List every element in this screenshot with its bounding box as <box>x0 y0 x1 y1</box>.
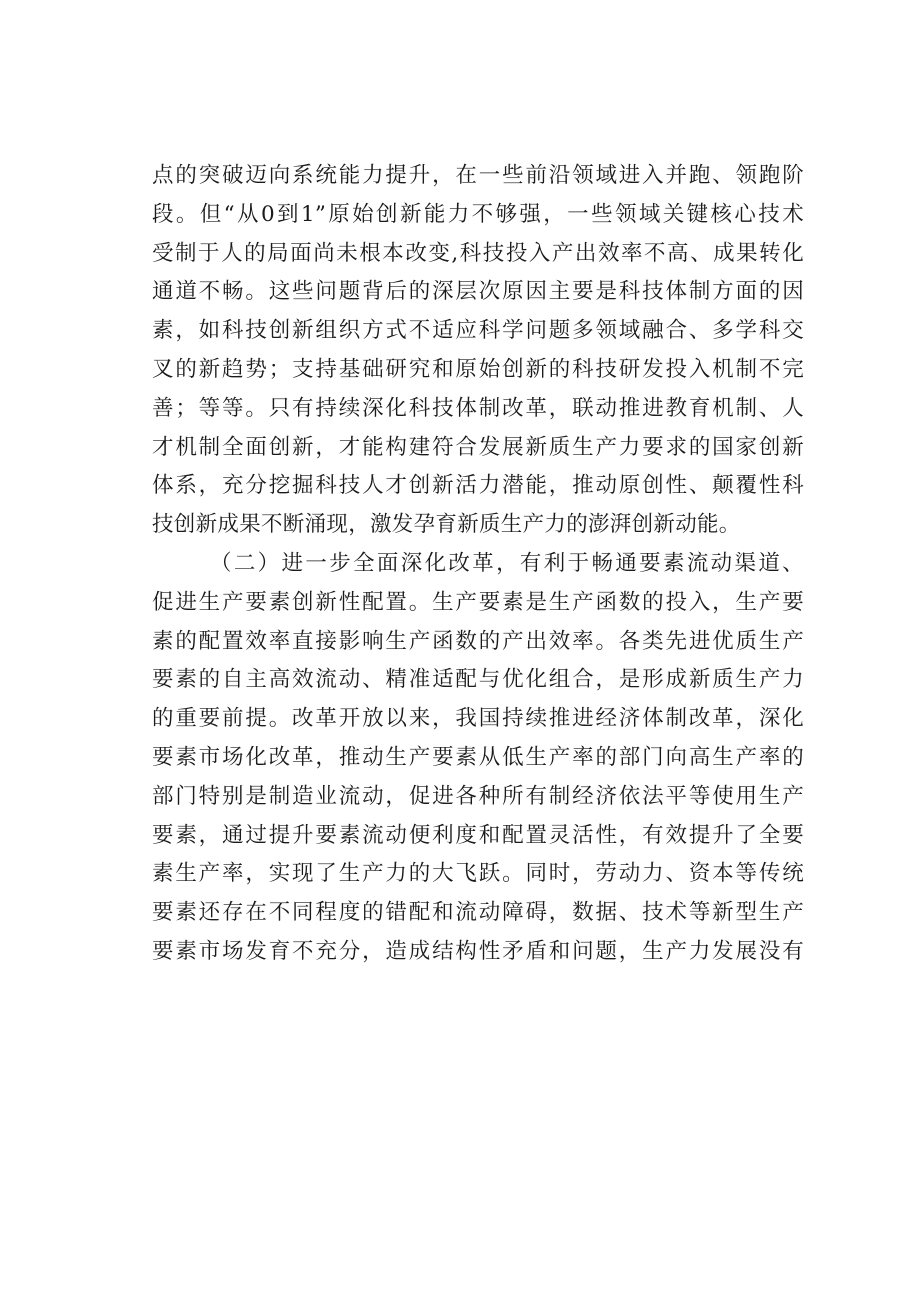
text-line: 叉的新趋势；支持基础研究和原始创新的科技研发投入机制不完 <box>152 356 804 382</box>
text-line: 素的配置效率直接影响生产函数的产出效率。各类先进优质生产 <box>152 628 804 654</box>
text-line: 素，如科技创新组织方式不适应科学问题多领域融合、多学科交 <box>152 318 804 344</box>
text-line: 要素市场发育不充分，造成结构性矛盾和问题，生产力发展没有 <box>152 938 804 964</box>
text-line: 通道不畅。这些问题背后的深层次原因主要是科技体制方面的因 <box>152 279 804 305</box>
text-line: 要素，通过提升要素流动便利度和配置灵活性，有效提升了全要 <box>152 822 804 848</box>
section-heading-line: （二）进一步全面深化改革，有利于畅通要素流动渠道、 <box>210 550 804 576</box>
text-line: 体系，充分挖掘科技人才创新活力潜能，推动原创性、颠覆性科 <box>152 473 804 499</box>
text-line: 技创新成果不断涌现，激发孕育新质生产力的澎湃创新动能。 <box>152 512 741 538</box>
text-line: 部门特别是制造业流动，促进各种所有制经济依法平等使用生产 <box>152 783 804 809</box>
text-line: 要素市场化改革，推动生产要素从低生产率的部门向高生产率的 <box>152 744 804 770</box>
text-line: 才机制全面创新，才能构建符合发展新质生产力要求的国家创新 <box>152 434 804 460</box>
body-text <box>152 157 804 972</box>
text-line: 促进生产要素创新性配置。生产要素是生产函数的投入，生产要 <box>152 589 804 615</box>
text-line: 善；等等。只有持续深化科技体制改革，联动推进教育机制、人 <box>152 395 804 421</box>
text-line: 的重要前提。改革开放以来，我国持续推进经济体制改革，深化 <box>152 706 804 732</box>
text-line: 点的突破迈向系统能力提升，在一些前沿领域进入并跑、领跑阶 <box>152 163 804 188</box>
text-line: 受制于人的局面尚未根本改变,科技投入产出效率不高、成果转化 <box>152 240 804 266</box>
text-line: 段。但“从0到1”原始创新能力不够强，一些领域关键核心技术 <box>152 201 804 227</box>
text-line: 素生产率，实现了生产力的大飞跃。同时，劳动力、资本等传统 <box>152 861 804 887</box>
text-line: 要素还存在不同程度的错配和流动障碍，数据、技术等新型生产 <box>152 900 804 926</box>
text-line: 要素的自主高效流动、精准适配与优化组合，是形成新质生产力 <box>152 667 804 693</box>
